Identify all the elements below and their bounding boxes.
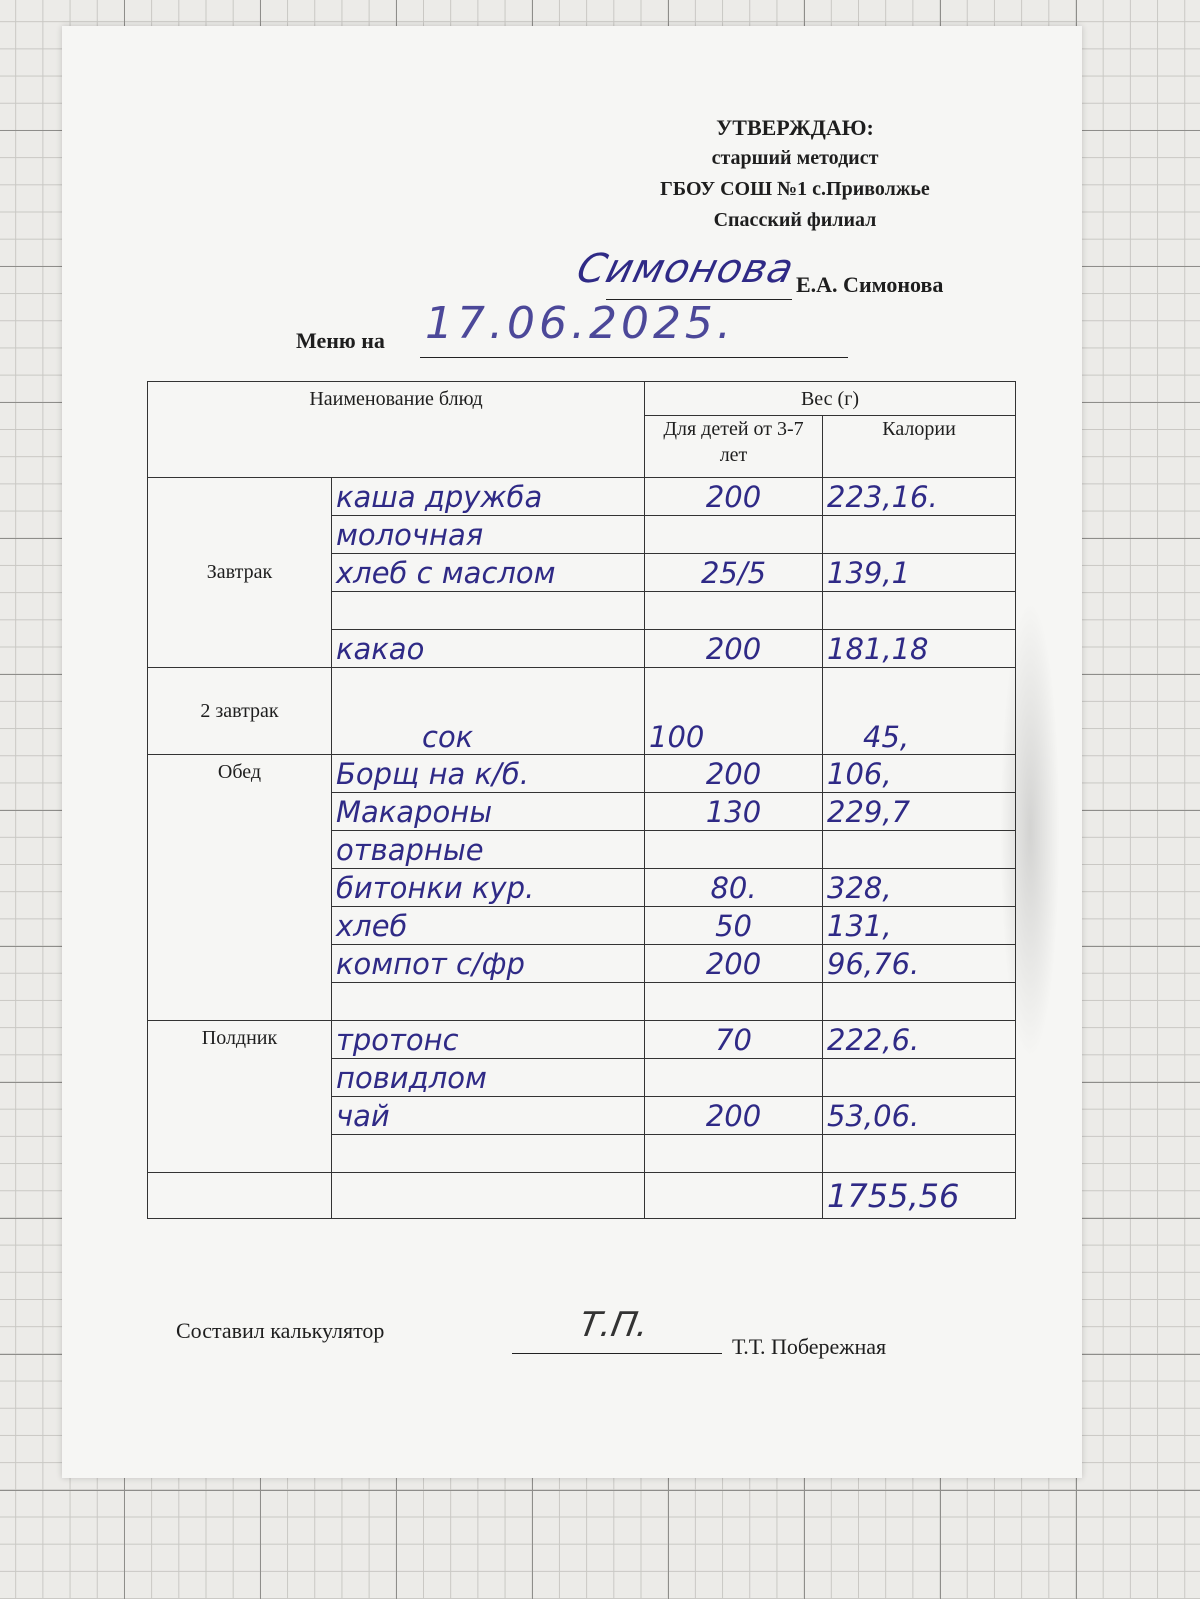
- calories-cell: [823, 1135, 1016, 1173]
- approval-heading: УТВЕРЖДАЮ:: [716, 115, 874, 140]
- menu-label: Меню на: [296, 328, 385, 353]
- dish-cell: хлеб: [332, 907, 645, 945]
- total-row: [148, 1173, 1016, 1219]
- compiler-signature: Т.П.: [576, 1305, 652, 1345]
- meal-second-breakfast: 2 завтрак: [148, 668, 332, 755]
- dish-cell: отварные: [332, 831, 645, 869]
- calories-cell: 223,16.: [823, 478, 1016, 516]
- compiler-name: Т.Т. Побережная: [732, 1334, 887, 1359]
- table-row: [148, 755, 1016, 793]
- calories-cell: 139,1: [823, 554, 1016, 592]
- weight-cell: 70: [645, 1021, 823, 1059]
- dish-cell: молочная: [332, 516, 645, 554]
- calories-cell: 328,: [823, 869, 1016, 907]
- total-empty-cell: [332, 1173, 645, 1219]
- calories-cell: 131,: [823, 907, 1016, 945]
- calories-cell: 96,76.: [823, 945, 1016, 983]
- menu-date: 17.06.2025.: [425, 298, 735, 349]
- calories-cell: [823, 516, 1016, 554]
- dish-cell: битонки кур.: [332, 869, 645, 907]
- director-name: Е.А. Симонова: [796, 272, 944, 297]
- header-dish: Наименование блюд: [148, 382, 645, 478]
- approval-block: [585, 112, 1005, 236]
- meal-lunch: Обед: [148, 755, 332, 1021]
- meal-breakfast: Завтрак: [148, 478, 332, 668]
- dish-cell: Борщ на к/б.: [332, 755, 645, 793]
- calories-cell: 45,: [823, 668, 1016, 755]
- calories-cell: 222,6.: [823, 1021, 1016, 1059]
- weight-cell: [645, 983, 823, 1021]
- total-empty-cell: [148, 1173, 332, 1219]
- weight-cell: 80.: [645, 869, 823, 907]
- approval-position: старший методист: [711, 147, 879, 169]
- header-weight-group: Вес (г): [645, 382, 1016, 416]
- weight-cell: 130: [645, 793, 823, 831]
- dish-cell: [332, 1135, 645, 1173]
- calories-cell: 53,06.: [823, 1097, 1016, 1135]
- calories-cell: 106,: [823, 755, 1016, 793]
- approval-branch: Спасский филиал: [713, 209, 877, 231]
- dish-cell: компот с/фр: [332, 945, 645, 983]
- header-children: Для детей от 3-7 лет: [645, 416, 823, 478]
- dish-cell: чай: [332, 1097, 645, 1135]
- calories-cell: [823, 831, 1016, 869]
- weight-cell: 200: [645, 1097, 823, 1135]
- calories-cell: 181,18: [823, 630, 1016, 668]
- weight-cell: [645, 1059, 823, 1097]
- approval-school: ГБОУ СОШ №1 с.Приволжье: [660, 178, 930, 200]
- weight-cell: 200: [645, 945, 823, 983]
- menu-table: [147, 381, 1016, 1219]
- table-row: [148, 1021, 1016, 1059]
- weight-cell: [645, 516, 823, 554]
- meal-snack: Полдник: [148, 1021, 332, 1173]
- dish-cell: повидлом: [332, 1059, 645, 1097]
- weight-cell: [645, 1135, 823, 1173]
- table-row: [148, 478, 1016, 516]
- total-empty-cell: [645, 1173, 823, 1219]
- weight-cell: 25/5: [645, 554, 823, 592]
- dish-cell: [332, 592, 645, 630]
- weight-cell: 200: [645, 630, 823, 668]
- dish-cell: тротонс: [332, 1021, 645, 1059]
- table-header-row: [148, 382, 1016, 416]
- weight-cell: [645, 592, 823, 630]
- dish-cell: каша дружба: [332, 478, 645, 516]
- weight-cell: 200: [645, 478, 823, 516]
- compiler-signature-line: [512, 1353, 722, 1354]
- calories-cell: [823, 592, 1016, 630]
- compiler-label: Составил калькулятор: [176, 1318, 385, 1343]
- weight-cell: 200: [645, 755, 823, 793]
- menu-date-line: [420, 357, 848, 358]
- weight-cell: 100: [645, 668, 823, 755]
- dish-cell: какао: [332, 630, 645, 668]
- weight-cell: 50: [645, 907, 823, 945]
- dish-cell: [332, 983, 645, 1021]
- weight-cell: [645, 831, 823, 869]
- dish-cell: сок: [332, 668, 645, 755]
- table-row: [148, 668, 1016, 755]
- total-calories: 1755,56: [823, 1173, 1016, 1219]
- header-calories: Калории: [823, 416, 1016, 478]
- calories-cell: 229,7: [823, 793, 1016, 831]
- calories-cell: [823, 1059, 1016, 1097]
- dish-cell: Макароны: [332, 793, 645, 831]
- dish-cell: хлеб с маслом: [332, 554, 645, 592]
- calories-cell: [823, 983, 1016, 1021]
- director-signature: Симонова: [572, 246, 800, 292]
